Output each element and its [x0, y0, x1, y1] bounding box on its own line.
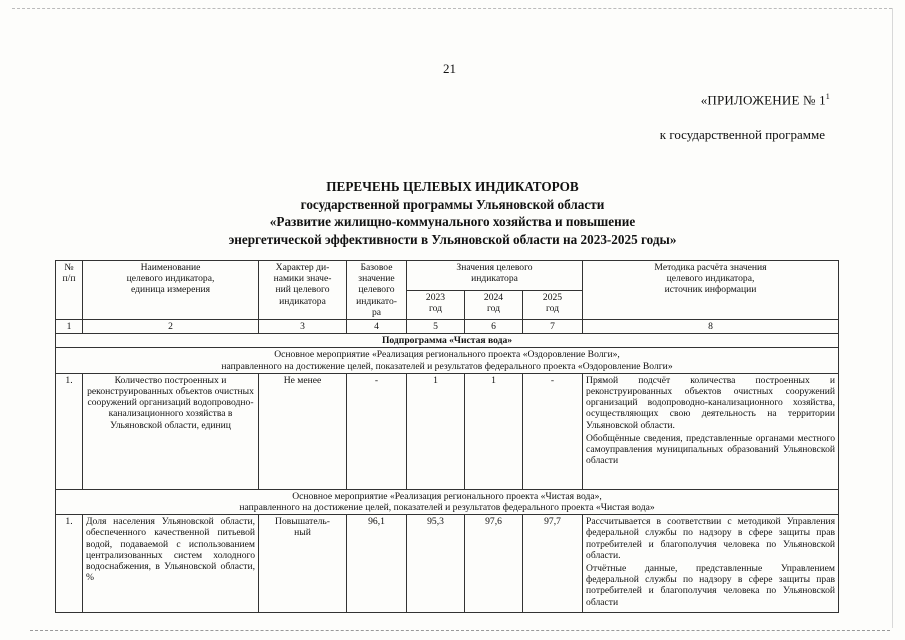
row-2-name: Доля населения Ульяновской области, обеспеченного качественной питьевой водой, подаваемой с использованием централизованных систем холодного водоснабжения, в Ульяновской области, %	[83, 515, 259, 613]
page-edge-right	[892, 8, 893, 628]
header-2024: 2024 год	[465, 290, 523, 320]
row-1-character: Не менее	[259, 373, 347, 489]
indicators-table	[55, 260, 839, 613]
measure-1-line-1: Основное мероприятие «Реализация регионального проекта «Оздоровление Волги»,	[274, 349, 620, 361]
appendix-subtitle: к государственной программе	[659, 127, 825, 142]
column-number: 6	[465, 320, 523, 334]
appendix-text: «ПРИЛОЖЕНИЕ № 1	[700, 92, 826, 108]
measure-row-1	[56, 348, 839, 373]
row-2-num: 1.	[56, 515, 83, 613]
table-row	[56, 373, 839, 489]
header-name: Наименование целевого индикатора, единица измерения	[83, 261, 259, 320]
row-1-method-p1: Прямой подсчёт количества построенных и реконструированных объектов очистных сооружений организаций водопроводно-канализационного хозяйства, осуществляющих свою деятельность на территории Ульяновской области.	[586, 374, 836, 431]
subprogram-title: Подпрограмма «Чистая вода»	[56, 334, 839, 348]
header-base: Базовое значение целевого индикато- ра	[347, 261, 407, 320]
row-1-name: Количество построенных и реконструированных объектов очистных сооружений организаций водопроводно-канализационного хозяйства в Ульяновской области, единиц	[83, 373, 259, 489]
header-2023: 2023 год	[407, 290, 465, 320]
header-2025: 2025 год	[523, 290, 583, 320]
row-1-num: 1.	[56, 373, 83, 489]
measure-1-text	[56, 348, 839, 373]
row-2-method-p1: Рассчитывается в соответствии с методикой Управления федеральной службы по надзору в сфере защиты прав потребителей и благополучия человека по Ульяновской области.	[586, 516, 836, 561]
row-1-method-p2: Обобщённые сведения, представленные органами местного самоуправления муниципальных образований Ульяновской области	[586, 432, 836, 467]
table-row	[56, 515, 839, 613]
row-2-base: 96,1	[347, 515, 407, 613]
column-number: 5	[407, 320, 465, 334]
row-2-2025: 97,7	[523, 515, 583, 613]
header-num: № п/п	[56, 261, 83, 320]
title-line-4: энергетической эффективности в Ульяновской области на 2023-2025 годы»	[228, 231, 677, 247]
title-line-2: государственной программы Ульяновской области	[300, 196, 605, 212]
appendix-superscript: 1	[825, 92, 830, 101]
title-line-1: ПЕРЕЧЕНЬ ЦЕЛЕВЫХ ИНДИКАТОРОВ	[326, 179, 579, 194]
header-character: Характер ди- намики значе- ний целевого индикатора	[259, 261, 347, 320]
measure-2-line-2: направленного на достижение целей, показателей и результатов федерального проекта «Чистая вода»	[239, 502, 655, 514]
row-1-2025: -	[523, 373, 583, 489]
page-edge-bottom	[30, 630, 890, 631]
title-line-3: «Развитие жилищно-коммунального хозяйства и повышение	[269, 214, 636, 229]
column-number: 8	[583, 320, 839, 334]
header-method: Методика расчёта значения целевого индикатора, источник информации	[583, 261, 839, 320]
column-number: 1	[56, 320, 83, 334]
row-1-2024: 1	[465, 373, 523, 489]
page-edge-top	[12, 8, 892, 9]
measure-2-line-1: Основное мероприятие «Реализация регионального проекта «Чистая вода»,	[292, 490, 602, 502]
row-2-character: Повышатель- ный	[259, 515, 347, 613]
table-header-row	[56, 261, 839, 291]
measure-2-text	[56, 489, 839, 514]
measure-row-2	[56, 489, 839, 514]
subprogram-row	[56, 334, 839, 348]
row-1-method	[583, 373, 839, 489]
row-2-method-p2: Отчётные данные, представленные Управлением федеральной службы по надзору в сфере защиты прав потребителей и благополучия человека по Ульяновской области	[586, 563, 836, 608]
column-number: 4	[347, 320, 407, 334]
document-title	[0, 178, 905, 248]
row-2-2023: 95,3	[407, 515, 465, 613]
row-2-2024: 97,6	[465, 515, 523, 613]
row-1-2023: 1	[407, 373, 465, 489]
page-number: 21	[443, 61, 456, 76]
header-values-group: Значения целевого индикатора	[407, 261, 583, 291]
column-numbers-row	[56, 320, 839, 334]
column-number: 2	[83, 320, 259, 334]
column-number: 3	[259, 320, 347, 334]
row-1-base: -	[347, 373, 407, 489]
measure-1-line-2: направленного на достижение целей, показателей и результатов федерального проекта «Оздоровление Волги»	[221, 360, 673, 372]
row-2-method	[583, 515, 839, 613]
column-number: 7	[523, 320, 583, 334]
appendix-label	[701, 92, 830, 108]
